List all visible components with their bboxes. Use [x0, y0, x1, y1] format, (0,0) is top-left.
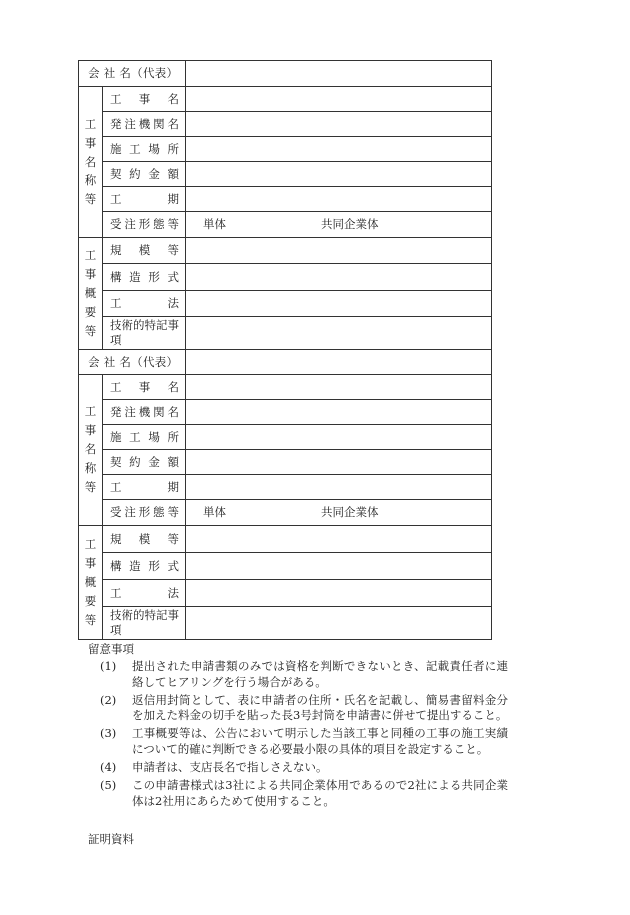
note-number: (4): [100, 760, 117, 775]
row-label: 構造形式: [103, 264, 186, 291]
row-label: 施工場所: [103, 137, 186, 162]
order-type-field[interactable]: [186, 212, 492, 238]
ordering-agency-field[interactable]: [186, 399, 492, 424]
construction-site-field[interactable]: [186, 424, 492, 449]
construction-method-field[interactable]: [186, 579, 492, 606]
note-number: (5): [100, 777, 117, 792]
order-type-field[interactable]: [186, 499, 492, 525]
row-label: 規 模 等: [103, 238, 186, 264]
form-row: [79, 112, 492, 137]
notes-section: [88, 642, 508, 812]
company-row: [79, 61, 492, 87]
row-label: 発注機関名: [103, 112, 186, 137]
note-text: 工事概要等は、公告において明示した当該工事と同種の工事の施工実績について的確に判断できる必要最小限の具体的項目を設定すること。: [132, 726, 508, 757]
row-label: 工 期: [103, 474, 186, 499]
note-number: (3): [100, 726, 117, 741]
note-item: [88, 659, 508, 691]
form-row: [79, 317, 492, 350]
row-label: 構造形式: [103, 552, 186, 579]
form-row: [79, 137, 492, 162]
form-row: [79, 187, 492, 212]
work-name-group-label: 工事名称等: [79, 374, 103, 525]
structure-type-field[interactable]: [186, 264, 492, 291]
row-label: 工 期: [103, 187, 186, 212]
row-label: 施工場所: [103, 424, 186, 449]
work-overview-group-label: 工事概要等: [79, 525, 103, 639]
form-row: [79, 579, 492, 606]
note-item: [88, 760, 508, 776]
technical-notes-field[interactable]: [186, 317, 492, 350]
work-name-field[interactable]: [186, 374, 492, 399]
row-label: 契約金額: [103, 449, 186, 474]
note-number: (1): [100, 658, 117, 673]
construction-period-field[interactable]: [186, 474, 492, 499]
row-label: 技術的特記事項: [103, 317, 186, 350]
row-label: 工 法: [103, 579, 186, 606]
construction-site-field[interactable]: [186, 137, 492, 162]
row-label: 発注機関名: [103, 399, 186, 424]
row-label: 工 事 名: [103, 87, 186, 112]
notes-heading: 留意事項: [88, 642, 134, 656]
company-label: 会 社 名（代表）: [79, 61, 186, 87]
form-row: [79, 212, 492, 238]
note-item: [88, 778, 508, 810]
work-name-group-label: 工事名称等: [79, 87, 103, 238]
row-label: 工 事 名: [103, 374, 186, 399]
construction-method-field[interactable]: [186, 291, 492, 317]
contract-amount-field[interactable]: [186, 449, 492, 474]
form-row: [79, 499, 492, 525]
order-type-option-joint-venture[interactable]: 共同企業体: [321, 505, 379, 520]
note-item: [88, 693, 508, 725]
form-row: [79, 552, 492, 579]
order-type-option-joint-venture[interactable]: 共同企業体: [321, 217, 379, 232]
form-row: [79, 291, 492, 317]
note-text: 申請者は、支店長名で指しさえない。: [132, 760, 328, 775]
form-row: [79, 606, 492, 639]
form-row: [79, 264, 492, 291]
row-label: 工 法: [103, 291, 186, 317]
row-label: 契約金額: [103, 162, 186, 187]
note-text: この申請書様式は3社による共同企業体用であるので2社による共同企業体は2社用にあらためて使用すること。: [132, 777, 508, 808]
construction-period-field[interactable]: [186, 187, 492, 212]
technical-notes-field[interactable]: [186, 606, 492, 639]
note-text: 提出された申請書類のみでは資格を判断できないとき、記載責任者に連絡してヒアリングを行う場合がある。: [132, 658, 508, 689]
notes-list: [88, 659, 508, 810]
form-row: [79, 424, 492, 449]
company-label: 会 社 名（代表）: [79, 349, 186, 374]
row-label: 規 模 等: [103, 525, 186, 552]
scale-field[interactable]: [186, 525, 492, 552]
structure-type-field[interactable]: [186, 552, 492, 579]
form-row: [79, 238, 492, 264]
work-overview-group-label: 工事概要等: [79, 238, 103, 350]
company-name-field[interactable]: [186, 61, 492, 87]
note-text: 返信用封筒として、表に申請者の住所・氏名を記載し、簡易書留料金分を加えた料金の切手を貼った長3号封筒を申請書に併せて提出すること。: [132, 692, 508, 723]
ordering-agency-field[interactable]: [186, 112, 492, 137]
form-row: [79, 449, 492, 474]
form-row: [79, 374, 492, 399]
form-row: [79, 399, 492, 424]
work-name-field[interactable]: [186, 87, 492, 112]
evidence-label: 証明資料: [88, 832, 134, 846]
form-row: [79, 525, 492, 552]
note-item: [88, 726, 508, 758]
note-number: (2): [100, 692, 117, 707]
row-label: 受注形態等: [103, 212, 186, 238]
company-row: [79, 349, 492, 374]
contract-amount-field[interactable]: [186, 162, 492, 187]
row-label: 受注形態等: [103, 499, 186, 525]
scale-field[interactable]: [186, 238, 492, 264]
order-type-option-single[interactable]: 単体: [203, 505, 226, 520]
row-label: 技術的特記事項: [103, 606, 186, 639]
form-row: [79, 474, 492, 499]
form-row: [79, 162, 492, 187]
work-record-form-table: [78, 60, 492, 640]
company-name-field[interactable]: [186, 349, 492, 374]
order-type-option-single[interactable]: 単体: [203, 217, 226, 232]
form-row: [79, 87, 492, 112]
